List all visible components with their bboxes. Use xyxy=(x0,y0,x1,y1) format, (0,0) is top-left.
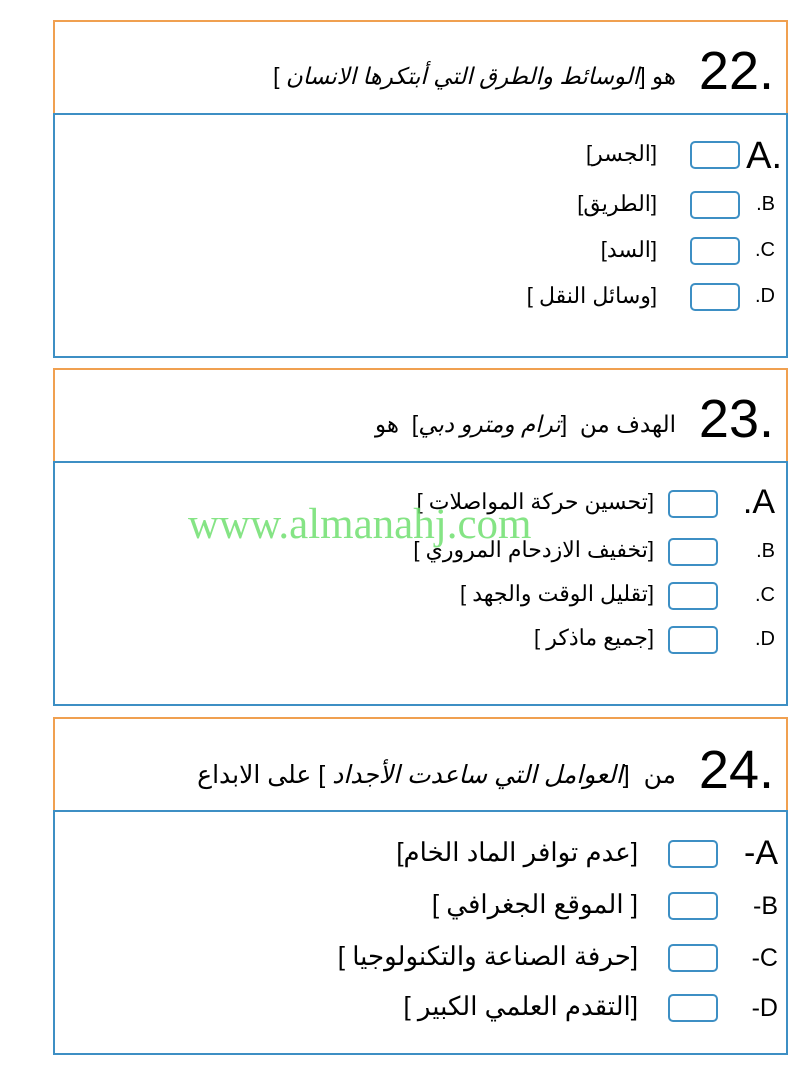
option-text: [ الموقع الجغرافي ] xyxy=(431,889,638,919)
question-blank: العوامل التي ساعدت الأجداد xyxy=(332,761,623,789)
answer-checkbox[interactable] xyxy=(668,840,718,868)
option-letter: -D xyxy=(751,994,778,1022)
option-text: [حرفة الصناعة والتكنولوجيا ] xyxy=(337,941,638,971)
question-text: من [العوامل التي ساعدت الأجداد ] على الابداع xyxy=(197,761,676,789)
options-box xyxy=(53,113,788,358)
question-number: 23. xyxy=(698,389,774,449)
options-box xyxy=(53,810,788,1055)
question-blank: ترام ومترو دبي xyxy=(418,411,561,437)
question-text: الهدف من [ترام ومترو دبي] هو xyxy=(375,411,676,437)
answer-checkbox[interactable] xyxy=(690,191,740,219)
option-text: [وسائل النقل ] xyxy=(526,283,657,308)
question-24 xyxy=(53,717,788,1055)
option-letter: .C xyxy=(755,239,775,261)
option-c[interactable] xyxy=(55,942,790,976)
option-d[interactable] xyxy=(55,280,790,314)
option-letter: -C xyxy=(751,944,778,972)
option-b[interactable] xyxy=(55,890,790,924)
question-22 xyxy=(53,20,788,358)
option-letter: -B xyxy=(753,892,778,920)
option-text: [الجسر] xyxy=(585,141,657,166)
option-text: [تحسين حركة المواصلات ] xyxy=(416,489,654,514)
question-number: 22. xyxy=(698,41,774,101)
answer-checkbox[interactable] xyxy=(668,490,718,518)
option-text: [التقدم العلمي الكبير ] xyxy=(403,991,638,1021)
answer-checkbox[interactable] xyxy=(668,626,718,654)
question-number: 24. xyxy=(698,740,774,800)
option-letter: .B xyxy=(756,540,775,562)
answer-checkbox[interactable] xyxy=(668,538,718,566)
question-blank: الوسائط والطرق التي أبتكرها الانسان xyxy=(285,63,640,89)
option-a[interactable] xyxy=(55,135,790,177)
answer-checkbox[interactable] xyxy=(668,944,718,972)
watermark: www.almanahj.com xyxy=(188,501,532,548)
option-letter: .B xyxy=(756,193,775,215)
answer-checkbox[interactable] xyxy=(690,283,740,311)
question-text: هو [الوسائط والطرق التي أبتكرها الانسان ] xyxy=(273,63,676,89)
option-d[interactable] xyxy=(55,623,790,657)
option-c[interactable] xyxy=(55,579,790,613)
option-letter: .D xyxy=(755,628,775,650)
option-text: [تخفيف الازدحام المروري ] xyxy=(413,537,654,562)
answer-checkbox[interactable] xyxy=(690,141,740,169)
options-box xyxy=(53,461,788,706)
option-text: [تقليل الوقت والجهد ] xyxy=(459,581,654,606)
option-text: [عدم توافر الماد الخام] xyxy=(396,837,638,867)
answer-checkbox[interactable] xyxy=(668,892,718,920)
option-text: [الطريق] xyxy=(577,191,657,216)
answer-checkbox[interactable] xyxy=(690,237,740,265)
option-d[interactable] xyxy=(55,992,790,1026)
answer-checkbox[interactable] xyxy=(668,582,718,610)
option-letter: .A xyxy=(742,483,775,521)
answer-checkbox[interactable] xyxy=(668,994,718,1022)
option-letter: .C xyxy=(755,584,775,606)
option-letter: -A xyxy=(744,834,778,872)
question-header xyxy=(53,368,788,463)
option-b[interactable] xyxy=(55,188,790,222)
option-c[interactable] xyxy=(55,234,790,268)
option-text: [جميع ماذكر ] xyxy=(533,625,654,650)
option-letter: .D xyxy=(755,285,775,307)
option-letter: A. xyxy=(746,135,782,177)
question-header xyxy=(53,20,788,115)
question-header xyxy=(53,717,788,812)
option-text: [السد] xyxy=(600,237,657,262)
option-a[interactable] xyxy=(55,834,790,872)
